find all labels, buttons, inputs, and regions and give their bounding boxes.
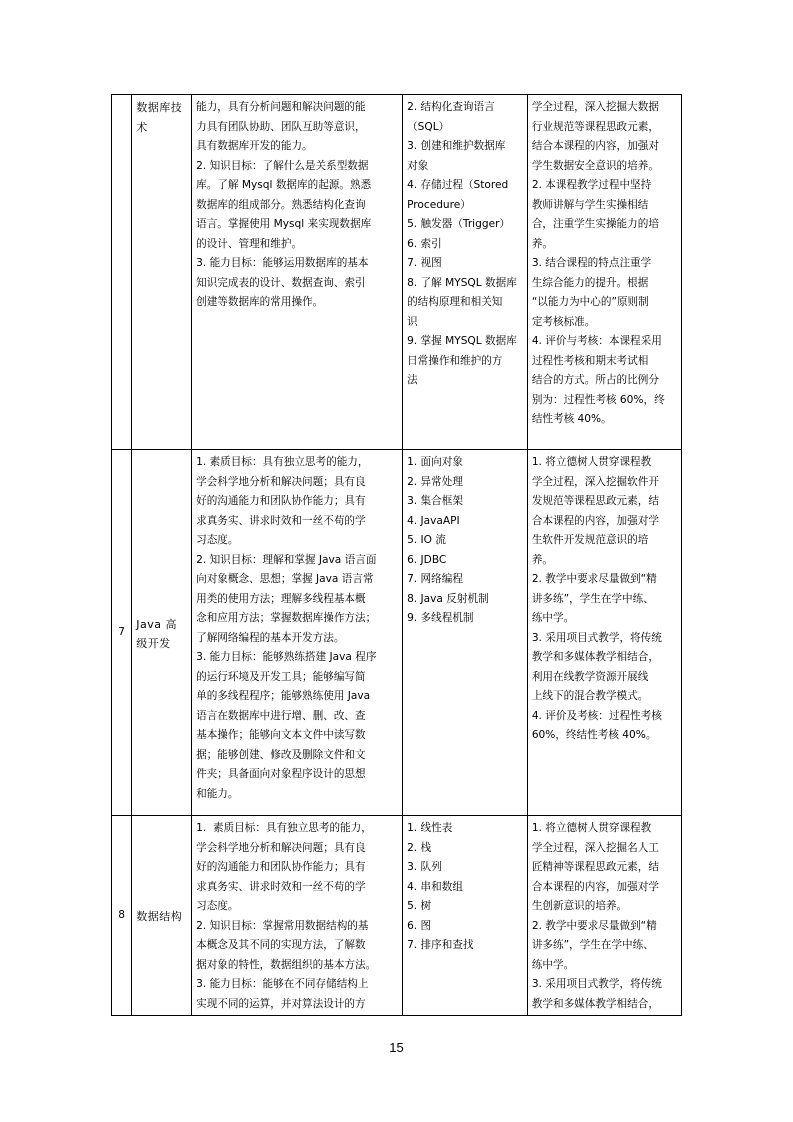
cell-line: 库。了解 Mysql 数据库的起源。熟悉: [196, 179, 372, 191]
cell-line: 基本操作；能够向文本文件中读写数: [196, 729, 366, 741]
course-number: [112, 95, 132, 450]
cell-line: 了解网络编程的基本开发方法。: [196, 631, 345, 644]
cell-line: 学会科学地分析和解决问题；具有良: [196, 475, 366, 488]
course-row-data-structures: [112, 816, 682, 1016]
cell-line: 6. 索引: [407, 237, 442, 250]
course-number: 7: [112, 450, 132, 816]
cell-line: 4. JavaAPI: [407, 514, 460, 527]
course-ideology: [527, 95, 681, 450]
cell-line: 2. 异常处理: [407, 475, 463, 488]
cell-line: 念和应用方法；掌握数据库操作方法；: [196, 612, 377, 624]
course-name: 数据结构: [132, 816, 192, 1016]
course-number: 8: [112, 816, 132, 1016]
cell-line: 习态度。: [196, 900, 239, 912]
cell-line: 学生数据安全意识的培养。: [531, 159, 659, 172]
cell-line: 6. 图: [407, 919, 432, 932]
cell-line: 3. 创建和维护数据库: [407, 140, 506, 152]
cell-line: 发规范等课程思政元素，结: [531, 495, 659, 507]
cell-line: 学全过程，深入挖掘软件开: [531, 475, 659, 488]
cell-line: 讲多练”，学生在学中练、: [531, 592, 654, 605]
curriculum-table: [111, 94, 682, 1016]
cell-line: 2. 结构化查询语言: [407, 101, 495, 113]
cell-line: 60%，终结性考核 40%。: [531, 729, 657, 741]
cell-line: 结性考核 40%。: [531, 413, 612, 425]
cell-line: 4. 评价与考核：本课程采用: [531, 335, 662, 347]
cell-line: 6. JDBC: [407, 553, 447, 566]
cell-line: （SQL）: [407, 120, 450, 133]
page-number: 15: [389, 1040, 404, 1055]
cell-line: 5. IO 流: [407, 534, 446, 546]
cell-line: 教学和多媒体教学相结合，: [531, 997, 659, 1010]
cell-line: 4. 存储过程（Stored: [407, 179, 509, 191]
cell-line: 4. 评价及考核：过程性考核: [531, 709, 662, 722]
cell-line: 练中学。: [531, 958, 575, 971]
course-ideology: [527, 450, 681, 816]
cell-line: 和能力。: [196, 787, 239, 800]
cell-line: 1. 将立德树人贯穿课程教: [531, 456, 652, 468]
cell-line: 1. 素质目标：具有独立思考的能力，: [196, 456, 369, 468]
course-goals: [192, 95, 403, 450]
cell-line: 对象: [407, 159, 429, 172]
cell-line: 知识完成表的设计、数据查询、索引: [196, 276, 366, 289]
cell-line: 学全过程，深入挖掘名人工: [531, 841, 659, 854]
course-row-java: [112, 450, 682, 816]
cell-line: 1. 素质目标：具有独立思考的能力，: [196, 822, 372, 834]
course-name: 数据库技术: [132, 95, 192, 450]
cell-line: 匠精神等课程思政元素，结: [531, 861, 659, 873]
cell-line: 识: [407, 315, 418, 328]
cell-line: 求真务实、讲求时效和一丝不苟的学: [196, 514, 366, 527]
course-ideology: [527, 816, 681, 1016]
cell-line: 好的沟通能力和团队协作能力；具有: [196, 495, 366, 507]
cell-line: 向对象概念、思想；掌握 Java 语言常: [196, 573, 374, 585]
cell-line: 单的多线程程序；能够熟练使用 Java: [196, 690, 371, 702]
cell-line: 据；能够创建、修改及删除文件和文: [196, 748, 366, 761]
cell-line: “以能力为中心的”原则制: [531, 296, 649, 308]
cell-line: 习态度。: [196, 534, 239, 546]
cell-line: 利用在线教学资源开展线: [531, 670, 649, 683]
cell-line: 的设计、管理和维护。: [196, 237, 303, 250]
cell-line: 上线下的混合教学模式。: [531, 690, 649, 702]
cell-line: 2. 知识目标：掌握常用数据结构的基: [196, 919, 369, 932]
course-name: Java 高级开发: [132, 450, 192, 816]
cell-line: 生软件开发规范意识的培: [531, 534, 649, 546]
cell-line: 7. 视图: [407, 257, 442, 269]
course-contents: [403, 816, 528, 1016]
cell-line: 讲多练”，学生在学中练、: [531, 939, 654, 951]
cell-line: 合本课程的内容，加强对学: [531, 514, 659, 527]
cell-line: 力具有团队协助、团队互助等意识，: [196, 120, 366, 133]
cell-line: 3. 队列: [407, 861, 442, 873]
cell-line: 练中学。: [531, 612, 575, 624]
cell-line: 养。: [531, 553, 553, 566]
cell-line: 日常操作和维护的方: [407, 354, 503, 367]
cell-line: 2. 教学中要求尽量做到“精: [531, 919, 657, 932]
cell-line: 能力，具有分析问题和解决问题的能: [196, 101, 366, 113]
cell-line: 生综合能力的提升。根据: [531, 276, 649, 289]
cell-line: 3. 结合课程的特点注重学: [531, 257, 652, 269]
cell-line: 生创新意识的培养。: [531, 900, 628, 912]
course-row-database: [112, 95, 682, 450]
cell-line: 好的沟通能力和团队协作能力；具有: [196, 861, 366, 873]
cell-line: 求真务实、讲求时效和一丝不苟的学: [196, 880, 366, 893]
cell-line: 2. 知识目标：理解和掌握 Java 语言面: [196, 553, 377, 566]
cell-line: 的结构原理和相关知: [407, 296, 503, 308]
cell-line: 3. 能力目标：能够运用数据库的基本: [196, 257, 369, 269]
cell-line: 3. 采用项目式教学，将传统: [531, 631, 662, 644]
cell-line: 7. 排序和查找: [407, 939, 474, 951]
cell-line: 2. 教学中要求尽量做到“精: [531, 573, 657, 585]
cell-line: 具有数据库开发的能力。: [196, 140, 313, 152]
cell-line: Procedure）: [407, 198, 471, 211]
cell-line: 3. 能力目标：能够在不同存储结构上: [196, 978, 369, 990]
cell-line: 1. 将立德树人贯穿课程教: [531, 822, 652, 834]
cell-line: 养。: [531, 237, 553, 250]
course-goals: [192, 816, 403, 1016]
cell-line: 实现不同的运算，并对算法设计的方: [196, 997, 366, 1010]
cell-line: 据对象的特性，数据组织的基本方法。: [196, 958, 377, 971]
cell-line: 结合的方式。所占的比例分: [531, 374, 659, 386]
cell-line: 法: [407, 374, 418, 386]
cell-line: 5. 树: [407, 900, 432, 912]
cell-line: 学全过程，深入挖掘大数据: [531, 101, 659, 113]
cell-line: 2. 知识目标：了解什么是关系型数据: [196, 159, 369, 172]
cell-line: 5. 触发器（Trigger）: [407, 218, 511, 230]
cell-line: 4. 串和数组: [407, 880, 463, 893]
cell-line: 本概念及其不同的实现方法，了解数: [196, 939, 366, 951]
cell-line: 9. 掌握 MYSQL 数据库: [407, 335, 517, 347]
cell-line: 学会科学地分析和解决问题；具有良: [196, 841, 366, 854]
cell-line: 定考核标准。: [531, 315, 596, 328]
cell-line: 行业规范等课程思政元素，: [531, 120, 659, 133]
cell-line: 合，注重学生实操能力的培: [531, 218, 659, 230]
cell-line: 教学和多媒体教学相结合，: [531, 651, 659, 663]
course-goals: [192, 450, 403, 816]
cell-line: 创建等数据库的常用操作。: [196, 296, 324, 308]
cell-line: 7. 网络编程: [407, 573, 463, 585]
cell-line: 合本课程的内容，加强对学: [531, 880, 659, 893]
cell-line: 2. 本课程教学过程中坚持: [531, 179, 652, 191]
cell-line: 的运行环境及开发工具；能够编写简: [196, 670, 366, 683]
course-contents: [403, 450, 528, 816]
cell-line: 语言在数据库中进行增、删、改、查: [196, 709, 366, 722]
cell-line: 3. 采用项目式教学，将传统: [531, 978, 662, 990]
cell-line: 8. 了解 MYSQL 数据库: [407, 276, 517, 289]
cell-line: 8. Java 反射机制: [407, 592, 489, 605]
cell-line: 1. 面向对象: [407, 456, 463, 468]
cell-line: 结合本课程的内容，加强对: [531, 140, 659, 152]
cell-line: 语言。掌握使用 Mysql 来实现数据库: [196, 218, 372, 230]
cell-line: 过程性考核和期末考试相: [531, 354, 649, 367]
cell-line: 用类的使用方法；理解多线程基本概: [196, 592, 366, 605]
cell-line: 教师讲解与学生实操相结: [531, 198, 649, 211]
cell-line: 9. 多线程机制: [407, 612, 474, 624]
course-contents: [403, 95, 528, 450]
cell-line: 件夹；具备面向对象程序设计的思想: [196, 768, 366, 780]
cell-line: 数据库的组成部分。熟悉结构化查询: [196, 198, 366, 211]
cell-line: 别为：过程性考核 60%，终: [531, 393, 665, 406]
cell-line: 3. 能力目标：能够熟练搭建 Java 程序: [196, 651, 377, 663]
cell-line: 3. 集合框架: [407, 495, 463, 507]
cell-line: 2. 栈: [407, 841, 432, 854]
cell-line: 1. 线性表: [407, 822, 453, 834]
